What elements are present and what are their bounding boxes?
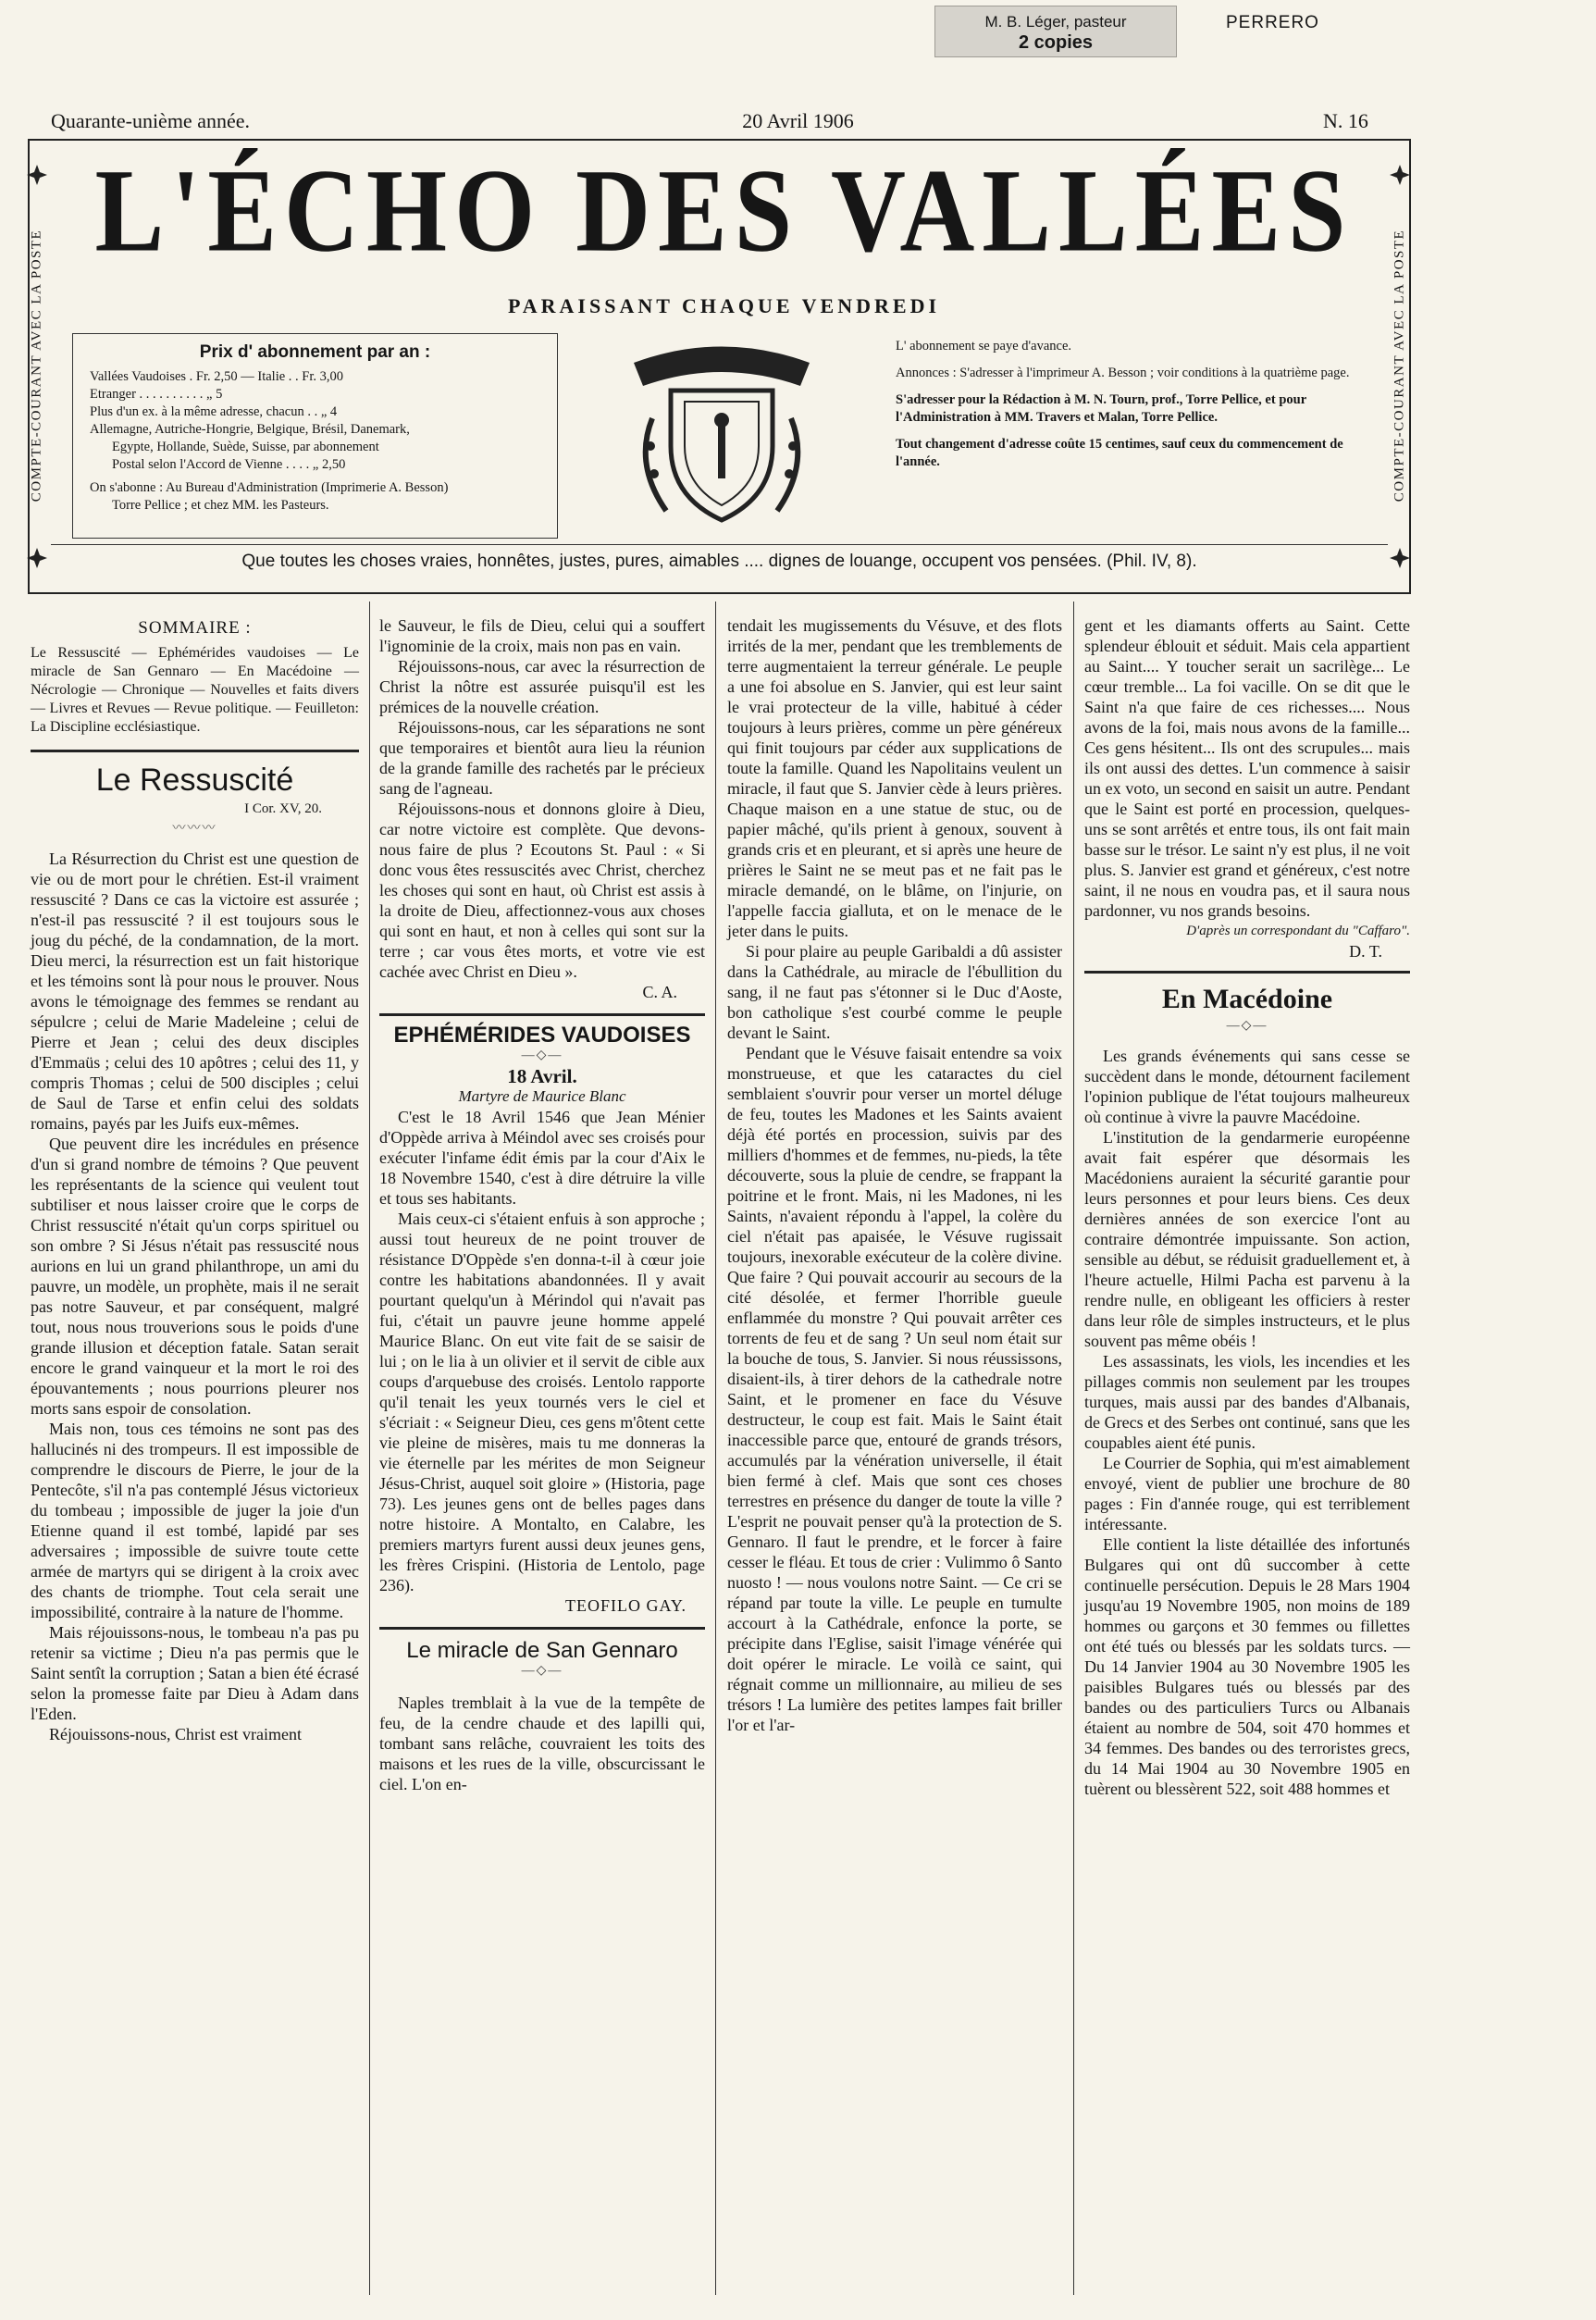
column-rule <box>369 602 370 2295</box>
article-paragraph: Réjouissons-nous, car les séparations ne sont que temporaires et bientôt aura lieu la réunion de la grande famille des rachetés par le précieux sang de l'agneau. <box>379 718 705 798</box>
column-rule <box>715 602 716 2295</box>
article-paragraph: Les assassinats, les viols, les incendies et les pillages commis non seulement par les troupes turques, mais aussi par des bandes d'Albanais, de Grecs et des Serbes ont continué, sans que les coupables aient été punis. <box>1084 1352 1410 1452</box>
article-paragraph: le Sauveur, le fils de Dieu, celui qui a souffert l'ignominie de la croix, mais non pas en vain. <box>379 616 705 655</box>
article-paragraph: Elle contient la liste détaillée des infortunés Bulgares qui ont dû succomber à cette continuelle persécution. Depuis le 28 Mars 1904 jusqu'au 19 Novembre 1905, non moins de 189 hommes ou garçons et 30 femmes ou fillettes ont été tués ou blessés par les soldats turcs. — Du 14 Janvier 1904 au 30 Novembre 1905 les paisibles Bulgares tués ou blessés par des bandes ou des particuliers Turcs ou Albanais étaient au nombre de 504, soit 470 hommes et 34 femmes. Des bandes ou des terroristes grecs, du 14 Mai 1904 au 30 Novembre 1905 en tuèrent ou blessèrent 522, soit 488 hommes et <box>1084 1535 1410 1798</box>
info-line: Annonces : S'adresser à l'imprimeur A. Besson ; voir conditions à la quatrième page. <box>896 366 1350 380</box>
library-stamp <box>934 6 1177 57</box>
newspaper-title: L'ÉCHO DES VALLÉES <box>94 144 1354 278</box>
masthead-info <box>896 338 1372 480</box>
column-2 <box>379 615 705 1794</box>
flourish-divider: —◇— <box>1226 1019 1268 1033</box>
info-line: S'adresser pour la Rédaction à M. N. Tourn, prof., Torre Pellice, et pour l'Administration à MM. Travers et Malan, Torre Pellice. <box>896 392 1306 425</box>
newspaper-subtitle: PARAISSANT CHAQUE VENDREDI <box>507 294 941 317</box>
subscription-line: Allemagne, Autriche-Hongrie, Belgique, Brésil, Danemark, <box>90 422 410 437</box>
section-divider <box>31 750 359 752</box>
flourish-divider: —◇— <box>521 1664 563 1678</box>
section-divider <box>379 1013 705 1016</box>
subscription-line: Egypte, Hollande, Suède, Suisse, par abonnement <box>112 440 379 454</box>
article-paragraph: Naples tremblait à la vue de la tempête de feu, de la cendre chaude et des lapilli qui, tombant sans relâche, couvraient les toits des maisons et les rues de la ville, obscurcissant le ciel. L'on en- <box>379 1693 705 1793</box>
subscription-title: Prix d' abonnement par an : <box>199 342 431 362</box>
article-paragraph: C'est le 18 Avril 1546 que Jean Ménier d'Oppède arriva à Méindol avec ses croisés pour exécuter l'infame édit émis par la cour d'Aix le 18 Novembre 1540, c'est à dire détruire la ville et tous ses habitants. <box>379 1108 705 1208</box>
flourish-divider: —◇— <box>521 1048 563 1062</box>
article-paragraph: Si pour plaire au peuple Garibaldi a dû assister dans la Cathédrale, au miracle de l'ébullition du sang, il ne faut pas s'étonner si le Duc d'Aoste, bon catholique s'est courbé comme le peuple devant le Saint. <box>727 942 1062 1042</box>
motto: Que toutes les choses vraies, honnêtes, justes, pures, aimables .... dignes de louange, occupent vos pensées. (Phil. IV, 8). <box>241 552 1197 571</box>
signature: TEOFILO GAY. <box>564 1596 687 1615</box>
subscription-line: Torre Pellice ; et chez MM. les Pasteurs. <box>112 498 329 513</box>
stamp-side-label: PERRERO <box>1226 13 1319 32</box>
subscription-line: On s'abonne : Au Bureau d'Administration (Imprimerie A. Besson) <box>90 480 449 495</box>
article-paragraph: Que peuvent dire les incrédules en présence d'un si grand nombre de témoins ? Que peuvent les représentants de la science qui veulent tout subtiliser et nous laisser croire que le corps de Christ ressuscité n'était qu'un corps spirituel ou son ombre ? Si Jésus n'était pas ressuscité nous aurions en lui un grand philanthrope, un ami du pauvre, un modèle, un prophète, mais il ne serait pas notre Sauveur, et par conséquent, malgré tout, nous nous trouverions sous le poids d'une grande illusion et déception fatale. Satan serait encore le grand vainqueur et la mort le roi des épouvantements ; nous pourrions pleurer nos morts sans espoir de consolation. <box>31 1135 359 1418</box>
side-text-right: COMPTE-COURANT AVEC LA POSTE <box>1392 229 1407 502</box>
signature: D. T. <box>1349 942 1382 961</box>
article-paragraph: Mais ceux-ci s'étaient enfuis à son approche ; aussi tout heureux de ne point trouver de résistance D'Oppède s'en donna-t-il à cœur joie contre les habitations abandonnées. Il y avait pourtant quelqu'un à Mérindol qui n'avait pas fui, c'était un pauvre jeune homme appelé Maurice Blanc. On eut vite fait de se saisir de lui ; on le lia à un olivier et il servit de cible aux coups d'arquebuse des croisés. Lentolo rapporte qu'il tenait les yeux tournés vers le ciel et s'écriait : « Seigneur Dieu, ces gens m'ôtent cette vie pleine de misères, mais tu me donneras la vie éternelle par les mérites de mon Seigneur Jésus-Christ, auquel soit gloire » (Historia, page 73). Les jeunes gens ont de belles pages dans notre histoire. A Montalto, en Calabre, les premiers martyrs furent aussi deux jeunes gens, les frères Crispini. (Historia de Lentolo, page 236). <box>379 1210 705 1594</box>
article-paragraph: La Résurrection du Christ est une question de vie ou de mort pour le chrétien. Est-il vraiment ressuscité ? Dans ce cas la victoire est assurée ; n'est-il pas ressuscité ? il est toujours sous le joug du péché, de la condamnation, de la mort. Dieu merci, la résurrection est un fait historique et les témoins sont là pour nous le prouver. Nous avons le témoignage des femmes se rendant au sépulcre ; celui de Marie Madeleine ; celui de Pierre et Jean ; celui des deux disciples d'Emmaüs ; celui des 10 apôtres ; celui des 11, y compris Thomas ; celui de 500 disciples ; celui de Saul de Tarse et enfin celui des soldats romains, payés par les Juifs eux-mêmes. <box>31 850 359 1133</box>
column-rule <box>1073 602 1074 2295</box>
article-title: Le Ressuscité <box>95 763 294 798</box>
ephemerides-subtitle: Martyre de Maurice Blanc <box>458 1087 626 1105</box>
article-title: Le miracle de San Gennaro <box>406 1638 678 1663</box>
ornament-icon <box>1388 546 1412 570</box>
info-line: L' abonnement se paye d'avance. <box>896 339 1072 354</box>
sommaire-text: Le Ressuscité — Ephémérides vaudoises — Le miracle de San Gennaro — En Macédoine — Nécrologie — Chronique — Nouvelles et faits divers — Livres et Revues — Revue politique. — Feuilleton: La Discipline ecclésiastique. <box>31 645 359 735</box>
ephemerides-title: EPHÉMÉRIDES VAUDOISES <box>393 1023 691 1048</box>
issue-number: N. 16 <box>1323 109 1368 132</box>
subscription-line: Plus d'un ex. à la même adresse, chacun . . „ 4 <box>90 404 338 419</box>
column-4 <box>1084 615 1410 1799</box>
article-paragraph: Les grands événements qui sans cesse se succèdent dans le monde, détournent facilement l'opinion publique de l'état toujours malheureux où continue à vivre la pauvre Macédoine. <box>1084 1047 1410 1126</box>
article-paragraph: L'institution de la gendarmerie européenne avait fait espérer que désormais les Macédoniens auraient la sécurité garantie pour leurs personnes et pour leurs biens. Ces deux dernières années de son exercice l'ont au contraire démontrée impuissante. Son action, sensible au début, se réduisit graduellement et, à l'heure actuelle, Hilmi Pacha est parvenu à la rendre nulle, en obligeant les officiers à rester dans leur rôle de simples instructeurs, et le plus souvent pas même obéis ! <box>1084 1128 1410 1350</box>
article-paragraph: Réjouissons-nous et donnons gloire à Dieu, car notre victoire est complète. Que devons-nous faire de plus ? Ecoutons St. Paul : « Si donc vous êtes ressuscités avec Christ, cherchez les choses qui sont en haut, où Christ est assis à la droite de Dieu, affectionnez-vous aux choses qui sont en haut, et non à celles qui sont sur la terre ; car vous êtes morts, et votre vie est cachée avec Christ en Dieu ». <box>379 800 705 981</box>
article-paragraph: Mais non, tous ces témoins ne sont pas des hallucinés ni des trompeurs. Il est impossible de comprendre le discours de Pierre, le jour de la Pentecôte, s'il n'a pas contemplé Jésus victorieux du tombeau ; impossible de juger la joie d'un Etienne quand il est tombé, lapidé par ses adversaires ; impossible de suivre toute cette armée de martyrs qui se dirigent à la croix avec des chants de triomphe. Tout cela serait une impossibilité, contraire à la nature de l'homme. <box>31 1420 359 1621</box>
article-paragraph: Mais réjouissons-nous, le tombeau n'a pas pu retenir sa victime ; Dieu n'a pas permis que le Saint sentît la corruption ; Satan a bien été écrasé selon la promesse faite par Dieu à Adam dans l'Eden. <box>31 1623 359 1723</box>
year-label: Quarante-unième année. <box>51 109 250 132</box>
subscription-box <box>72 333 558 539</box>
column-1 <box>31 618 359 1744</box>
article-title: En Macédoine <box>1161 984 1333 1014</box>
article-paragraph: Pendant que le Vésuve faisait entendre sa voix monstrueuse, et que les cataractes du ciel semblaient s'ouvrir pour verser un mortel déluge de feu, toutes les Madones et les Saints avaient déjà été portés en procession, suivis par des milliers d'hommes et de femmes, nu-pieds, la tête découverte, sous la pluie de cendre, se frappant la poitrine et le front. Mais, ni les Madones, ni les Saints, n'avaient répondu à l'appel, la colère du ciel n'était pas apaisée, le Vésuve rugissait toujours, inexorable exécuteur de la colère divine. Que faire ? Qui pouvait accourir au secours de la cité désolée, et fermer l'horrible gueule enflammée du monstre ? Qui pouvait arrêter ces torrents de feu et de sang ? Un seul nom était sur la bouche de tous, S. Janvier. Si nous réussissons, disaient-ils, à tirer dehors de la cathedrale notre Saint, et le promener en face du Vésuve destructeur, le coup est fait. Mais le Saint était inaccessible parce que, entouré de grands trésors, accumulés par la vénération universelle, il était bien fermé à clef. Mais que sont ces choses terrestres en présence du danger de toute la ville ? L'esprit ne pouvait penser qu'à la protection de S. Gennaro. Il faut le prendre, et le forcer à faire cesser le fléau. Et tous de crier : Vulimmo ô Santo nuosto ! — nous voulons notre Saint. — Ce cri se répand par toute la ville. Le peuple en tumulte accourt à la Cathédrale, enfonce la porte, se précipite dans l'Eglise, saisit l'image vénérée qui doit opérer le miracle. Le voilà ce saint, qui régnait comme un millionnaire, au milieu de ses trésors ! La lumière des petites lampes fait briller l'or et l'ar- <box>727 1044 1062 1734</box>
ornament-icon <box>25 163 49 187</box>
article-paragraph: tendait les mugissements du Vésuve, et des flots irrités de la mer, pendant que les tremblements de terre augmentaient la terreur générale. Le peuple a une foi absolue en S. Janvier, qui est leur saint le vrai protecteur de la ville, habitué à céder toujours à leurs prières, comme un père généreux qui finit toujours par céder aux supplications de toute la famille. Quand les Napolitains veulent un miracle, il faut que S. Janvier cède à leurs prières. Chaque maison en a une statue de stuc, ou de papier mâché, qu'ils prient à genoux, souvent à grands cris et en pleurant, et si après une heure de prières le Saint ne se meut pas et ne fait pas le miracle demandé, on le blâme, on l'injurie, on l'appelle faccia gialluta, et on le menace de le jeter dans le puits. <box>727 616 1062 940</box>
stamp-line-2: 2 copies <box>1018 32 1094 53</box>
flourish-divider: 〰〰〰 <box>172 822 217 836</box>
article-paragraph: gent et les diamants offerts au Saint. Cette splendeur éblouit et séduit. Mais cela appartient au Saint.... Y toucher serait un sacrilège... Le cœur tremble... La foi vacille. On se dit que le Saint n'a que faire de ces richesses.... Nous avons de la foi, mais nous avons de la famille... Ces gens hésitent... Ils ont des scrupules... mais ils ont aussi des dettes. L'un commence à saisir un ex voto, un second en saisit un autre. Pendant que le Saint est porté en procession, quelques-uns se sont arrêtés et entre tous, ils ont fait main basse sur le trésor. Le saint n'y est plus, il ne voit plus. S. Janvier est grand et généreux, c'est notre saint, il ne nous en voudra pas, et il saura nous pardonner, vu nos grands besoins. <box>1084 616 1410 920</box>
section-divider <box>1084 971 1410 974</box>
emblem-icon <box>615 335 828 534</box>
info-line: Tout changement d'adresse coûte 15 centimes, sauf ceux du commencement de l'année. <box>896 437 1343 469</box>
column-3 <box>727 615 1062 1735</box>
subscription-line: Etranger . . . . . . . . . . „ 5 <box>90 387 223 402</box>
side-text-left: COMPTE-COURANT AVEC LA POSTE <box>29 229 44 502</box>
article-source: D'après un correspondant du "Caffaro". <box>1186 924 1410 938</box>
subscription-line: Postal selon l'Accord de Vienne . . . . „ 2,50 <box>112 457 346 472</box>
article-reference: I Cor. XV, 20. <box>244 801 322 816</box>
stamp-line-1: M. B. Léger, pasteur <box>984 13 1127 31</box>
sommaire-title: SOMMAIRE : <box>138 618 252 638</box>
ephemerides-date: 18 Avril. <box>507 1065 577 1087</box>
article-paragraph: Réjouissons-nous, car avec la résurrection de Christ la nôtre est assurée puisqu'il est les prémices de la nouvelle création. <box>379 657 705 716</box>
subscription-line: Vallées Vaudoises . Fr. 2,50 — Italie . . Fr. 3,00 <box>90 369 344 384</box>
masthead-divider <box>51 544 1388 545</box>
article-paragraph: Réjouissons-nous, Christ est vraiment <box>49 1725 302 1743</box>
ornament-icon <box>25 546 49 570</box>
section-divider <box>379 1627 705 1630</box>
signature: C. A. <box>642 983 677 1001</box>
issue-date: 20 Avril 1906 <box>742 109 854 132</box>
ornament-icon <box>1388 163 1412 187</box>
article-paragraph: Le Courrier de Sophia, qui m'est aimablement envoyé, vient de publier une brochure de 80 pages : Fin d'année rouge, qui est terriblement intéressante. <box>1084 1454 1410 1533</box>
